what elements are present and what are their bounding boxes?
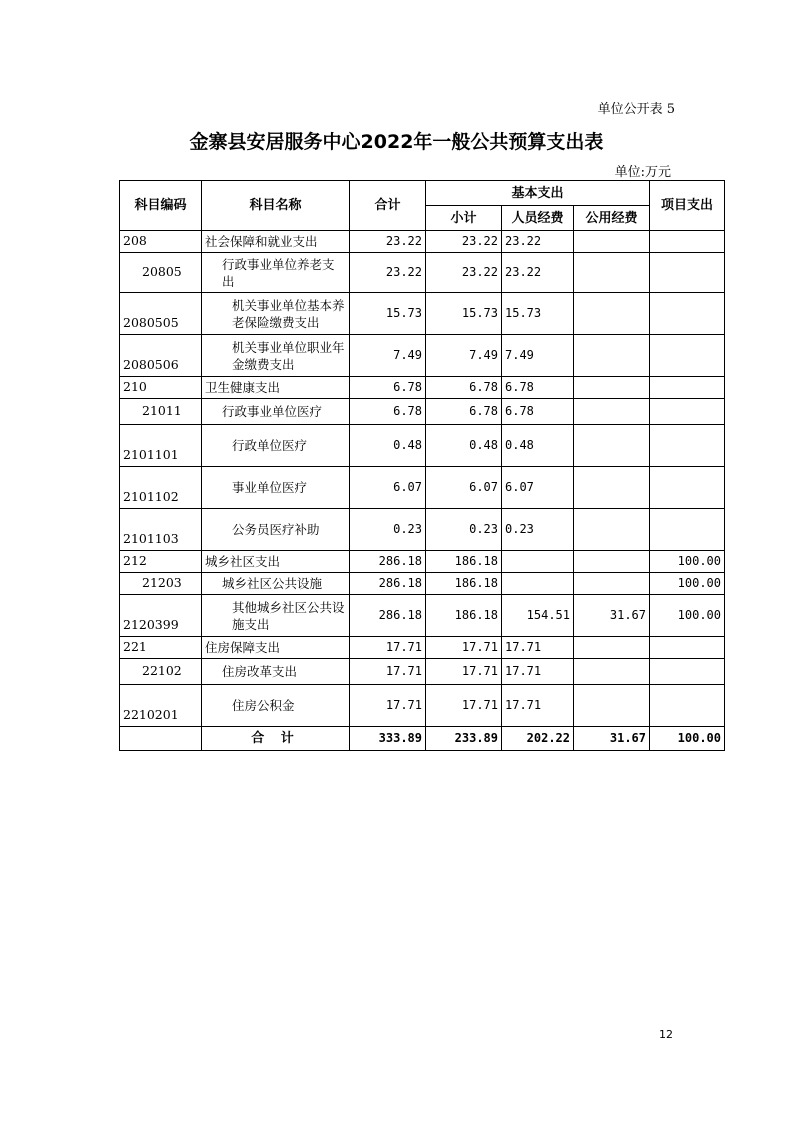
row-public: 31.67 (574, 595, 650, 637)
row-subtotal: 7.49 (426, 335, 502, 377)
table-row (120, 467, 725, 509)
header-project: 项目支出 (650, 181, 725, 231)
row-project: 100.00 (650, 551, 725, 573)
row-code: 20805 (120, 253, 202, 293)
row-code: 208 (120, 231, 202, 253)
table-row (120, 685, 725, 727)
page-number: 12 (659, 1028, 673, 1041)
total-label: 合 计 (202, 727, 350, 751)
row-public (574, 335, 650, 377)
row-name: 城乡社区公共设施 (202, 573, 350, 595)
row-code: 212 (120, 551, 202, 573)
row-code: 21011 (120, 399, 202, 425)
table-row (120, 573, 725, 595)
page-title: 金寨县安居服务中心2022年一般公共预算支出表 (189, 131, 604, 153)
row-total: 286.18 (350, 551, 426, 573)
table-row (120, 509, 725, 551)
row-project (650, 231, 725, 253)
header-code: 科目编码 (120, 181, 202, 231)
row-name: 住房改革支出 (202, 659, 350, 685)
table-row (120, 425, 725, 467)
row-name: 事业单位医疗 (202, 467, 350, 509)
row-public (574, 685, 650, 727)
row-personnel: 154.51 (502, 595, 574, 637)
row-total: 23.22 (350, 253, 426, 293)
header-total: 合计 (350, 181, 426, 231)
row-project (650, 637, 725, 659)
row-public (574, 573, 650, 595)
row-name: 卫生健康支出 (202, 377, 350, 399)
row-project (650, 467, 725, 509)
row-personnel: 17.71 (502, 659, 574, 685)
row-total: 6.07 (350, 467, 426, 509)
row-code: 2120399 (120, 595, 202, 637)
row-personnel: 17.71 (502, 637, 574, 659)
row-project (650, 509, 725, 551)
row-project (650, 659, 725, 685)
row-subtotal: 0.23 (426, 509, 502, 551)
row-personnel: 7.49 (502, 335, 574, 377)
row-code: 210 (120, 377, 202, 399)
table-row (120, 253, 725, 293)
row-personnel (502, 551, 574, 573)
table-row (120, 637, 725, 659)
row-project (650, 377, 725, 399)
row-public (574, 377, 650, 399)
total-row (120, 727, 725, 751)
row-public (574, 509, 650, 551)
row-code: 2101102 (120, 467, 202, 509)
row-project (650, 425, 725, 467)
row-total: 286.18 (350, 595, 426, 637)
header-basic: 基本支出 (426, 181, 650, 206)
row-personnel: 6.07 (502, 467, 574, 509)
row-subtotal: 186.18 (426, 573, 502, 595)
row-project (650, 685, 725, 727)
row-personnel: 6.78 (502, 399, 574, 425)
row-project: 100.00 (650, 595, 725, 637)
total-project: 100.00 (650, 727, 725, 751)
row-subtotal: 0.48 (426, 425, 502, 467)
row-code: 2101103 (120, 509, 202, 551)
total-subtotal: 233.89 (426, 727, 502, 751)
header-name: 科目名称 (202, 181, 350, 231)
row-total: 15.73 (350, 293, 426, 335)
row-personnel: 23.22 (502, 231, 574, 253)
row-subtotal: 186.18 (426, 595, 502, 637)
row-name: 其他城乡社区公共设施支出 (202, 595, 350, 637)
table-row (120, 377, 725, 399)
table-row (120, 231, 725, 253)
header-public: 公用经费 (574, 206, 650, 231)
row-name: 住房保障支出 (202, 637, 350, 659)
row-personnel: 17.71 (502, 685, 574, 727)
row-personnel: 0.48 (502, 425, 574, 467)
row-name: 住房公积金 (202, 685, 350, 727)
row-name: 行政事业单位医疗 (202, 399, 350, 425)
row-name: 公务员医疗补助 (202, 509, 350, 551)
row-subtotal: 186.18 (426, 551, 502, 573)
row-public (574, 253, 650, 293)
row-public (574, 399, 650, 425)
total-public: 31.67 (574, 727, 650, 751)
row-total: 6.78 (350, 399, 426, 425)
total-personnel: 202.22 (502, 727, 574, 751)
row-project (650, 293, 725, 335)
row-project (650, 335, 725, 377)
table-row (120, 399, 725, 425)
row-subtotal: 6.07 (426, 467, 502, 509)
row-subtotal: 17.71 (426, 685, 502, 727)
row-code: 2080505 (120, 293, 202, 335)
row-total: 6.78 (350, 377, 426, 399)
row-public (574, 231, 650, 253)
row-name: 行政单位医疗 (202, 425, 350, 467)
row-personnel: 23.22 (502, 253, 574, 293)
table-row (120, 293, 725, 335)
row-subtotal: 23.22 (426, 253, 502, 293)
row-subtotal: 6.78 (426, 399, 502, 425)
row-personnel: 0.23 (502, 509, 574, 551)
row-personnel: 6.78 (502, 377, 574, 399)
row-project (650, 253, 725, 293)
header-personnel: 人员经费 (502, 206, 574, 231)
table-number-label: 单位公开表 5 (597, 102, 675, 117)
row-subtotal: 23.22 (426, 231, 502, 253)
row-name: 机关事业单位职业年金缴费支出 (202, 335, 350, 377)
row-code: 221 (120, 637, 202, 659)
row-name: 社会保障和就业支出 (202, 231, 350, 253)
header-subtotal: 小计 (426, 206, 502, 231)
row-name: 行政事业单位养老支出 (202, 253, 350, 293)
row-public (574, 293, 650, 335)
row-total: 17.71 (350, 659, 426, 685)
row-subtotal: 6.78 (426, 377, 502, 399)
row-subtotal: 17.71 (426, 659, 502, 685)
row-subtotal: 15.73 (426, 293, 502, 335)
total-code-cell (120, 727, 202, 751)
row-public (574, 637, 650, 659)
budget-table (119, 180, 725, 751)
row-code: 21203 (120, 573, 202, 595)
row-name: 机关事业单位基本养老保险缴费支出 (202, 293, 350, 335)
table-row (120, 595, 725, 637)
row-total: 0.23 (350, 509, 426, 551)
row-total: 286.18 (350, 573, 426, 595)
row-total: 17.71 (350, 685, 426, 727)
row-total: 0.48 (350, 425, 426, 467)
row-subtotal: 17.71 (426, 637, 502, 659)
row-personnel: 15.73 (502, 293, 574, 335)
table-row (120, 335, 725, 377)
row-public (574, 659, 650, 685)
row-code: 2101101 (120, 425, 202, 467)
row-code: 2210201 (120, 685, 202, 727)
row-public (574, 425, 650, 467)
row-code: 22102 (120, 659, 202, 685)
row-public (574, 551, 650, 573)
row-project: 100.00 (650, 573, 725, 595)
table-row (120, 551, 725, 573)
row-project (650, 399, 725, 425)
row-code: 2080506 (120, 335, 202, 377)
row-total: 23.22 (350, 231, 426, 253)
row-total: 7.49 (350, 335, 426, 377)
table-row (120, 659, 725, 685)
row-personnel (502, 573, 574, 595)
row-total: 17.71 (350, 637, 426, 659)
total-total: 333.89 (350, 727, 426, 751)
row-public (574, 467, 650, 509)
row-name: 城乡社区支出 (202, 551, 350, 573)
unit-label: 单位:万元 (614, 165, 671, 180)
